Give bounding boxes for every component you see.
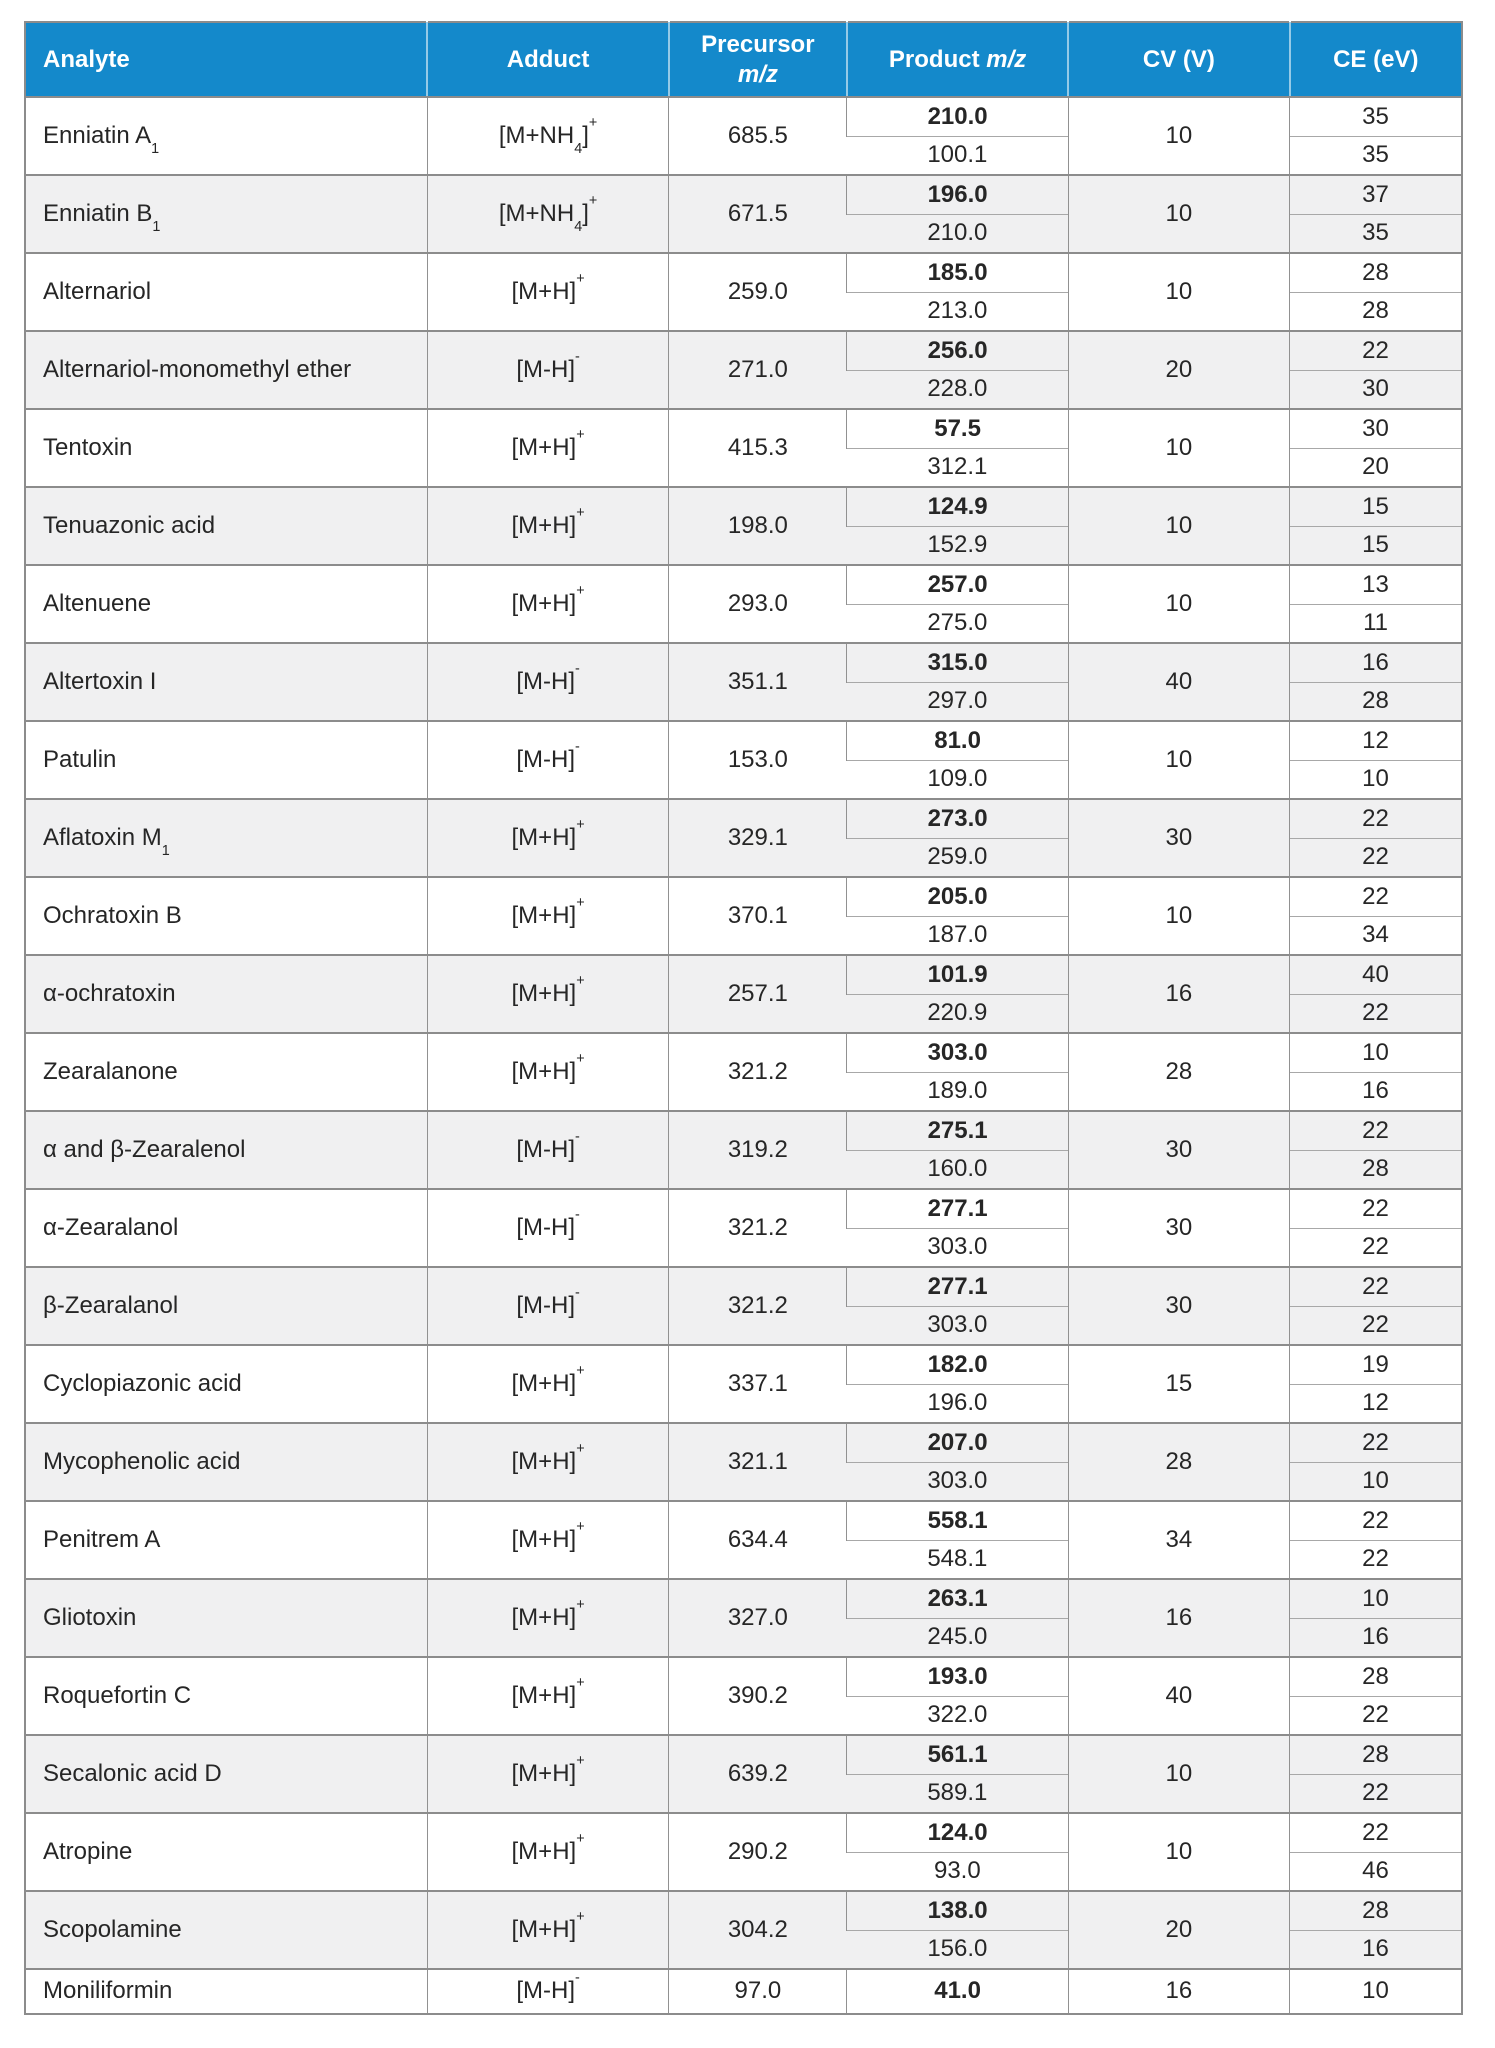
table-row [25,643,1462,682]
product-mz-primary-cell: 124.9 [847,487,1068,526]
ce-cell: 22 [1290,1267,1462,1306]
product-mz-primary-cell: 124.0 [847,1813,1068,1852]
cv-cell: 10 [1068,487,1289,565]
analyte-cell: Scopolamine [25,1891,427,1969]
precursor-mz-cell: 321.2 [669,1033,847,1111]
ce-cell: 30 [1290,370,1462,409]
analyte-cell: Patulin [25,721,427,799]
ce-cell: 16 [1290,1072,1462,1111]
ce-cell: 20 [1290,448,1462,487]
column-header-precursor-mz: Precursor m/z [669,22,847,97]
ce-cell: 28 [1290,1735,1462,1774]
ce-cell: 10 [1290,1033,1462,1072]
ce-cell: 22 [1290,1423,1462,1462]
table-row [25,1579,1462,1618]
adduct-cell: [M-H]- [427,721,668,799]
adduct-cell: [M-H]- [427,1111,668,1189]
analyte-cell: Ochratoxin B [25,877,427,955]
adduct-cell: [M+H]+ [427,1813,668,1891]
product-mz-primary-cell: 315.0 [847,643,1068,682]
ce-cell: 34 [1290,916,1462,955]
column-header-cv: CV (V) [1068,22,1289,97]
analyte-cell: Mycophenolic acid [25,1423,427,1501]
precursor-mz-cell: 321.2 [669,1267,847,1345]
ce-cell: 28 [1290,1150,1462,1189]
product-mz-secondary-cell: 228.0 [847,370,1068,409]
ce-cell: 37 [1290,175,1462,214]
ce-cell: 28 [1290,253,1462,292]
analyte-cell: Alternariol [25,253,427,331]
product-mz-primary-cell: 196.0 [847,175,1068,214]
cv-cell: 34 [1068,1501,1289,1579]
product-mz-secondary-cell: 109.0 [847,760,1068,799]
adduct-cell: [M+H]+ [427,1735,668,1813]
analyte-cell: Tenuazonic acid [25,487,427,565]
precursor-mz-cell: 329.1 [669,799,847,877]
ce-cell: 35 [1290,214,1462,253]
cv-cell: 30 [1068,1189,1289,1267]
cv-cell: 30 [1068,1267,1289,1345]
product-mz-primary-cell: 207.0 [847,1423,1068,1462]
adduct-cell: [M-H]- [427,1969,668,2014]
cv-cell: 20 [1068,331,1289,409]
analyte-cell: Altertoxin I [25,643,427,721]
product-mz-primary-cell: 277.1 [847,1267,1068,1306]
ce-cell: 22 [1290,1813,1462,1852]
product-mz-primary-cell: 256.0 [847,331,1068,370]
table-header [25,22,1462,97]
ce-cell: 30 [1290,409,1462,448]
analyte-cell: α-Zearalanol [25,1189,427,1267]
analyte-cell: Aflatoxin $M_1$ [25,799,427,877]
ce-cell: 28 [1290,682,1462,721]
product-mz-primary-cell: 182.0 [847,1345,1068,1384]
adduct-cell: [M+H]+ [427,409,668,487]
ce-cell: 22 [1290,1228,1462,1267]
analyte-cell: Zearalanone [25,1033,427,1111]
product-mz-primary-cell: 57.5 [847,409,1068,448]
ce-cell: 22 [1290,994,1462,1033]
analyte-cell: Moniliformin [25,1969,427,2014]
table-row [25,487,1462,526]
mrm-transition-table [24,21,1463,2015]
cv-cell: 16 [1068,1969,1289,2014]
cv-cell: 40 [1068,643,1289,721]
precursor-mz-cell: 327.0 [669,1579,847,1657]
ce-cell: 22 [1290,1111,1462,1150]
table-row [25,253,1462,292]
product-mz-primary-cell: 101.9 [847,955,1068,994]
precursor-mz-cell: 370.1 [669,877,847,955]
cv-cell: 15 [1068,1345,1289,1423]
ce-cell: 22 [1290,1501,1462,1540]
product-mz-secondary-cell: 213.0 [847,292,1068,331]
ce-cell: 22 [1290,1540,1462,1579]
adduct-cell: [M-H]- [427,643,668,721]
product-mz-secondary-cell: 322.0 [847,1696,1068,1735]
precursor-mz-cell: 198.0 [669,487,847,565]
adduct-cell: [M+H]+ [427,1033,668,1111]
column-header-analyte: Analyte [25,22,427,97]
product-mz-primary-cell: 185.0 [847,253,1068,292]
product-mz-primary-cell: 558.1 [847,1501,1068,1540]
ce-cell: 40 [1290,955,1462,994]
product-mz-secondary-cell: 303.0 [847,1462,1068,1501]
table-row [25,1969,1462,2014]
analyte-cell: Enniatin $B_1$ [25,175,427,253]
table-row [25,799,1462,838]
analyte-cell: Atropine [25,1813,427,1891]
product-mz-secondary-cell: 160.0 [847,1150,1068,1189]
precursor-mz-cell: 671.5 [669,175,847,253]
precursor-mz-cell: 97.0 [669,1969,847,2014]
cv-cell: 10 [1068,409,1289,487]
cv-cell: 20 [1068,1891,1289,1969]
product-mz-primary-cell: 561.1 [847,1735,1068,1774]
analyte-cell: α and β-Zearalenol [25,1111,427,1189]
cv-cell: 10 [1068,175,1289,253]
precursor-mz-cell: 337.1 [669,1345,847,1423]
ce-cell: 22 [1290,799,1462,838]
header-row [25,22,1462,97]
table-body [25,97,1462,2014]
precursor-mz-cell: 271.0 [669,331,847,409]
ce-cell: 19 [1290,1345,1462,1384]
ce-cell: 22 [1290,1189,1462,1228]
product-mz-secondary-cell: 303.0 [847,1306,1068,1345]
ce-cell: 35 [1290,97,1462,136]
ce-cell: 12 [1290,1384,1462,1423]
ce-cell: 22 [1290,1306,1462,1345]
analyte-cell: β-Zearalanol [25,1267,427,1345]
ce-cell: 10 [1290,1462,1462,1501]
cv-cell: 16 [1068,955,1289,1033]
precursor-mz-cell: 321.1 [669,1423,847,1501]
precursor-mz-cell: 685.5 [669,97,847,175]
precursor-mz-cell: 634.4 [669,1501,847,1579]
cv-cell: 30 [1068,799,1289,877]
precursor-mz-cell: 415.3 [669,409,847,487]
cv-cell: 30 [1068,1111,1289,1189]
analyte-cell: Alternariol-monomethyl ether [25,331,427,409]
column-header-product-mz: Product m/z [847,22,1068,97]
product-mz-secondary-cell: 189.0 [847,1072,1068,1111]
cv-cell: 10 [1068,1813,1289,1891]
ce-cell: 11 [1290,604,1462,643]
table-row [25,1657,1462,1696]
product-mz-primary-cell: 273.0 [847,799,1068,838]
precursor-mz-cell: 290.2 [669,1813,847,1891]
adduct-cell: [M-H]- [427,1267,668,1345]
ce-cell: 16 [1290,1618,1462,1657]
adduct-cell: [M-H]- [427,331,668,409]
ce-cell: 22 [1290,838,1462,877]
cv-cell: 28 [1068,1423,1289,1501]
precursor-mz-cell: 153.0 [669,721,847,799]
ce-cell: 15 [1290,487,1462,526]
ce-cell: 22 [1290,1774,1462,1813]
precursor-mz-cell: 639.2 [669,1735,847,1813]
product-mz-secondary-cell: 220.9 [847,994,1068,1033]
product-mz-secondary-cell: 245.0 [847,1618,1068,1657]
precursor-mz-cell: 257.1 [669,955,847,1033]
precursor-mz-cell: 390.2 [669,1657,847,1735]
table-row [25,565,1462,604]
analyte-cell: Altenuene [25,565,427,643]
adduct-cell: [M+H]+ [427,1345,668,1423]
product-mz-secondary-cell: 297.0 [847,682,1068,721]
adduct-cell: [M+H]+ [427,799,668,877]
product-mz-secondary-cell: 156.0 [847,1930,1068,1969]
product-mz-secondary-cell: 589.1 [847,1774,1068,1813]
analyte-cell: Penitrem A [25,1501,427,1579]
product-mz-primary-cell: 263.1 [847,1579,1068,1618]
ce-cell: 22 [1290,1696,1462,1735]
ce-cell: 16 [1290,643,1462,682]
cv-cell: 10 [1068,253,1289,331]
table-row [25,409,1462,448]
analyte-cell: Secalonic acid D [25,1735,427,1813]
analyte-cell: α-ochratoxin [25,955,427,1033]
column-header-ce: CE (eV) [1290,22,1462,97]
table-row [25,1423,1462,1462]
analyte-cell: Roquefortin C [25,1657,427,1735]
table-row [25,1267,1462,1306]
cv-cell: 16 [1068,1579,1289,1657]
ce-cell: 13 [1290,565,1462,604]
product-mz-secondary-cell: 100.1 [847,136,1068,175]
table-row [25,1033,1462,1072]
precursor-mz-cell: 304.2 [669,1891,847,1969]
cv-cell: 28 [1068,1033,1289,1111]
cv-cell: 10 [1068,877,1289,955]
precursor-mz-cell: 321.2 [669,1189,847,1267]
table-row [25,175,1462,214]
adduct-cell: [M+H]+ [427,877,668,955]
precursor-mz-cell: 351.1 [669,643,847,721]
ce-cell: 28 [1290,1657,1462,1696]
ce-cell: 16 [1290,1930,1462,1969]
table-row [25,1189,1462,1228]
precursor-mz-cell: 259.0 [669,253,847,331]
ce-cell: 10 [1290,760,1462,799]
product-mz-primary-cell: 210.0 [847,97,1068,136]
adduct-cell: [M+H]+ [427,565,668,643]
product-mz-primary-cell: 81.0 [847,721,1068,760]
product-mz-primary-cell: 138.0 [847,1891,1068,1930]
ce-cell: 15 [1290,526,1462,565]
product-mz-primary-cell: 303.0 [847,1033,1068,1072]
product-mz-secondary-cell: 196.0 [847,1384,1068,1423]
adduct-cell: [M+H]+ [427,1657,668,1735]
adduct-cell: [M+H]+ [427,1891,668,1969]
ce-cell: 22 [1290,331,1462,370]
product-mz-secondary-cell: 275.0 [847,604,1068,643]
product-mz-secondary-cell: 548.1 [847,1540,1068,1579]
product-mz-secondary-cell: 303.0 [847,1228,1068,1267]
product-mz-primary-cell: 275.1 [847,1111,1068,1150]
product-mz-secondary-cell: 152.9 [847,526,1068,565]
ce-cell: 10 [1290,1969,1462,2014]
adduct-cell: [M+H]+ [427,1423,668,1501]
product-mz-primary-cell: 277.1 [847,1189,1068,1228]
table-row [25,1111,1462,1150]
ce-cell: 10 [1290,1579,1462,1618]
cv-cell: 10 [1068,97,1289,175]
table-row [25,1813,1462,1852]
analyte-cell: Cyclopiazonic acid [25,1345,427,1423]
adduct-cell: $[M+NH_4]^+$ [427,97,668,175]
adduct-cell: [M-H]- [427,1189,668,1267]
table-row [25,955,1462,994]
table-row [25,1345,1462,1384]
product-mz-primary-cell: 193.0 [847,1657,1068,1696]
adduct-cell: [M+H]+ [427,955,668,1033]
column-header-adduct: Adduct [427,22,668,97]
product-mz-primary-cell: 205.0 [847,877,1068,916]
ce-cell: 28 [1290,292,1462,331]
analyte-cell: Gliotoxin [25,1579,427,1657]
ce-cell: 35 [1290,136,1462,175]
ce-cell: 28 [1290,1891,1462,1930]
product-mz-primary-cell: 257.0 [847,565,1068,604]
adduct-cell: $[M+NH_4]^+$ [427,175,668,253]
precursor-mz-cell: 293.0 [669,565,847,643]
cv-cell: 10 [1068,1735,1289,1813]
table-row [25,721,1462,760]
product-mz-secondary-cell: 312.1 [847,448,1068,487]
adduct-cell: [M+H]+ [427,253,668,331]
adduct-cell: [M+H]+ [427,1501,668,1579]
cv-cell: 10 [1068,565,1289,643]
product-mz-secondary-cell: 210.0 [847,214,1068,253]
ce-cell: 46 [1290,1852,1462,1891]
product-mz-primary-cell: 41.0 [847,1969,1068,2014]
table-row [25,97,1462,136]
precursor-mz-cell: 319.2 [669,1111,847,1189]
table-row [25,1501,1462,1540]
table-row [25,331,1462,370]
analyte-cell: Tentoxin [25,409,427,487]
ce-cell: 22 [1290,877,1462,916]
adduct-cell: [M+H]+ [427,1579,668,1657]
table-row [25,877,1462,916]
table-row [25,1735,1462,1774]
table-row [25,1891,1462,1930]
product-mz-secondary-cell: 259.0 [847,838,1068,877]
cv-cell: 40 [1068,1657,1289,1735]
product-mz-secondary-cell: 187.0 [847,916,1068,955]
analyte-cell: Enniatin $A_1$ [25,97,427,175]
ce-cell: 12 [1290,721,1462,760]
adduct-cell: [M+H]+ [427,487,668,565]
cv-cell: 10 [1068,721,1289,799]
product-mz-secondary-cell: 93.0 [847,1852,1068,1891]
